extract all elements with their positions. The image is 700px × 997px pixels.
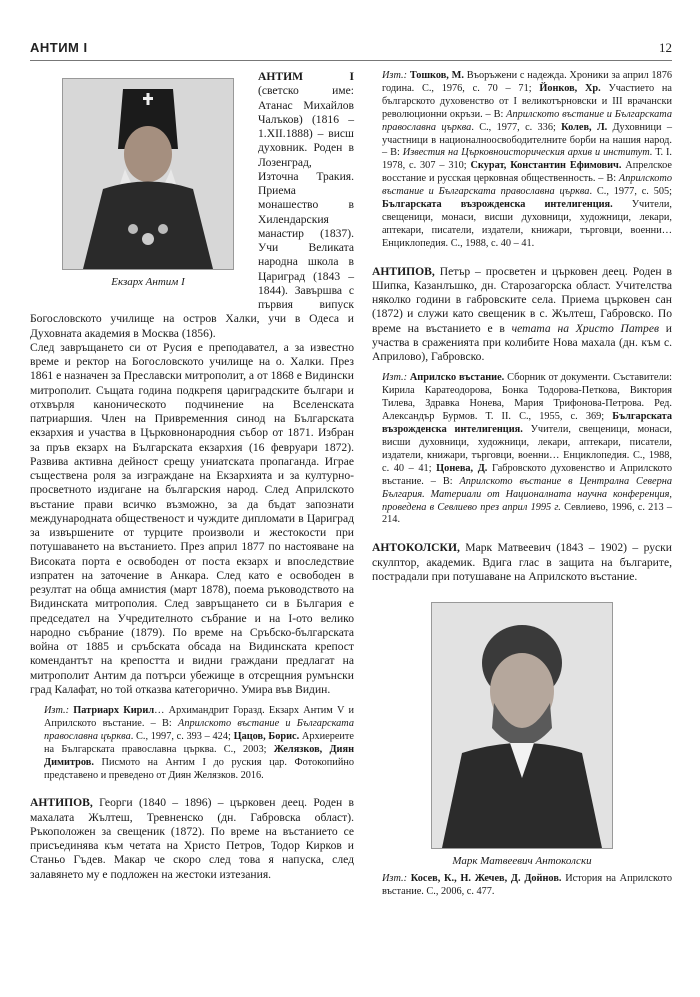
antokolski-text: АНТОКОЛСКИ, Марк Матвеевич (1843 – 1902) – руски скулптор, академик. Вдига глас в защита на българите, пострадали при потушаване на Априлското въстание.: [372, 541, 672, 583]
portrait-antokolski-caption: Марк Матвеевич Антоколски: [452, 855, 592, 868]
antokolski-sources: Изт.: Косев, К., Н. Жечев, Д. Дойнов. История на Априлското въстание. С., 2006, с. 477.: [382, 873, 673, 897]
entry-antipov-georgi: [30, 796, 354, 882]
antipov-petar-sources: Изт.: Априлско въстание. Сборник от документи. Съставители: Кирила Каратеодорова, Бонка Тодорова-Петкова, Виктория Тилева, Здравка Нонева, Мария Трифонова-Петрова. Ред. Александър Бурмов. Т. II. С., 1955, с. 369; Българската възрожденска интелигенция. Учители, свещеници, монаси, висши духовници, художници, лекари, аптекари, писатели, издатели, книжари, търговци, военни… Енциклопедия. С., 1988, с. 40 – 41; Цонева, Д. Габровското духовенство и Априлското въстание. – В: Априлското въстание в Централна Северна България. Материали от Националната научна конференция, проведена в Севлиево през април 1995 г. Севлиево, 1996, с. 213 – 214.: [382, 372, 672, 526]
portrait-antim: [52, 78, 244, 296]
antipov-georgi-text: АНТИПОВ, Георги (1840 – 1896) – църковен деец. Роден в махалата Жълтеш, Тревненско (дн. Габровска област). Ръкоположен за свещеник (1872). По време на въстанието се присъединява към четата на Христо Петров, Тодор Кирков и Станьо Гъдев. Макар че скоро след това я напуска, след залавянето му е подложен на жестоки изтезания.: [30, 796, 354, 881]
antim-headword: АНТИМ I: [258, 70, 354, 83]
portrait-antokolski-image: [431, 602, 613, 849]
portrait-antim-image: [62, 78, 234, 270]
running-title: АНТИМ I: [30, 40, 88, 55]
antim-body: След завръщането си от Русия е преподавател, а за известно време и ректор на Богословското училище на о. Халки. През 1861 е назначен за Преславски митрополит, а от 1868 е Видински митрополит. Същата година подкрепя цариградските българи и отхвърля каноническото подчинение на Вселенската патриаршия. Член на Привременния синод на Българската екзархия и участва в Църковнонародния събор от 1871. Избран за пръв екзарх на Българската екзархия (16 февруари 1872). Развива активна дейност срещу униатската пропаганда. Играе съществена роля за изграждане на Екзархията и за културно-просветното издигане на българския народ. След Априлското въстание прави всичко възможно, за да бъдат запознати международната общественост и чуждите дипломати в Цариград за извършените от турците произволи и жестокости при потушаването на въстанието. През април 1877 по настояване на Високата порта е освободен от поста екзарх и впоследствие изпратен на заточение в Анкара. След като е освободен в резултат на обща амнистия (март 1878), поема ръководството на Видинската митрополия. След завръщането си в България е председател на Учредителното събрание и на I-ото велико народно събрание (1879). По време на Сръбско-българската война от 1885 и сръбската обсада на Видинската крепост комендантът на крепостта и видни граждани предлагат на митрополит Антим да потърси убежище в отсрещния румънски град Калафат, но той отказва категорично. Умира във Видин.: [30, 340, 354, 696]
sources-continued: Изт.: Тошков, М. Въоръжени с надежда. Хроники за април 1876 година. С., 1976, с. 70 – 71; Йонков, Хр. Участието на българското духовенство от I великотърновски и III врачански революционни окръзи. – В: Априлското въстание и Българската православна църква. С., 1977, с. 336; Колев, Л. Духовници – участници в националноосвободителните борби на нашия народ. – В: Известия на Църковноисторическия архив и институт. Т. I. 1978, с. 307 – 310; Скурат, Константин Ефимович. Апрелское восстание и русская церковная общественность. – В: Априлското въстание и Българската православна църква. С., 1977, с. 505; Българската възрожденска интелигенция. Учители, свещеници, монаси, висши духовници, художници, лекари, аптекари, писатели, издатели, книжари, търговци, военни… Енциклопедия. С., 1988, с. 40 – 41.: [382, 70, 672, 249]
page-number: 12: [659, 40, 672, 55]
entry-antokolski: [372, 541, 672, 899]
left-column: [30, 70, 354, 882]
entry-antipov-petar: [372, 265, 672, 528]
antim-intro: АНТИМ I (светско име: Атанас Михайлов Чалъков) (1816 – 1.XII.1888) – висш духовник. Роден в Лозенград, Източна Тракия. Приема монашество в Хилендарския манастир (1837). Учи Великата народна школа в Цариград (1843 – 1844). Завършва с първия випуск Богословското училище на остров Халки, учи в Одеса и Духовната академия в Москва (1856).: [30, 70, 354, 340]
portrait-antokolski: [422, 602, 622, 867]
right-column: [372, 70, 672, 899]
antipov-petar-text: АНТИПОВ, Петър – просветен и църковен деец. Роден в Шипка, Казанлъшко, дн. Старозагорска област. Учителства няколко години в габровските села. Приема църковен сан (1872) и служи като свещеник в с. Жълтеш, Габровско. По време на въстанието е в четата на Христо Патрев и участва в сраженията при колибите Нова махала (дн. към с. Априлово), Габровско.: [372, 264, 673, 364]
running-header: [30, 38, 672, 61]
entry-antim: [30, 70, 354, 782]
antim-sources: Изт.: Патриарх Кирил… Архимандрит Горазд. Екзарх Антим V и Априлското въстание. – В: Априлското въстание и Българската православна църква. С., 1997, с. 393 – 424; Цацов, Борис. Архиереите на Българската православна църква. С., 2003; Желязков, Диян Димитров. Писмото на Антим I до руския цар. Фотокопийно представено и преведено от Диян Желязков. 2016.: [44, 705, 355, 781]
portrait-antim-caption: Екзарх Антим I: [111, 276, 185, 288]
